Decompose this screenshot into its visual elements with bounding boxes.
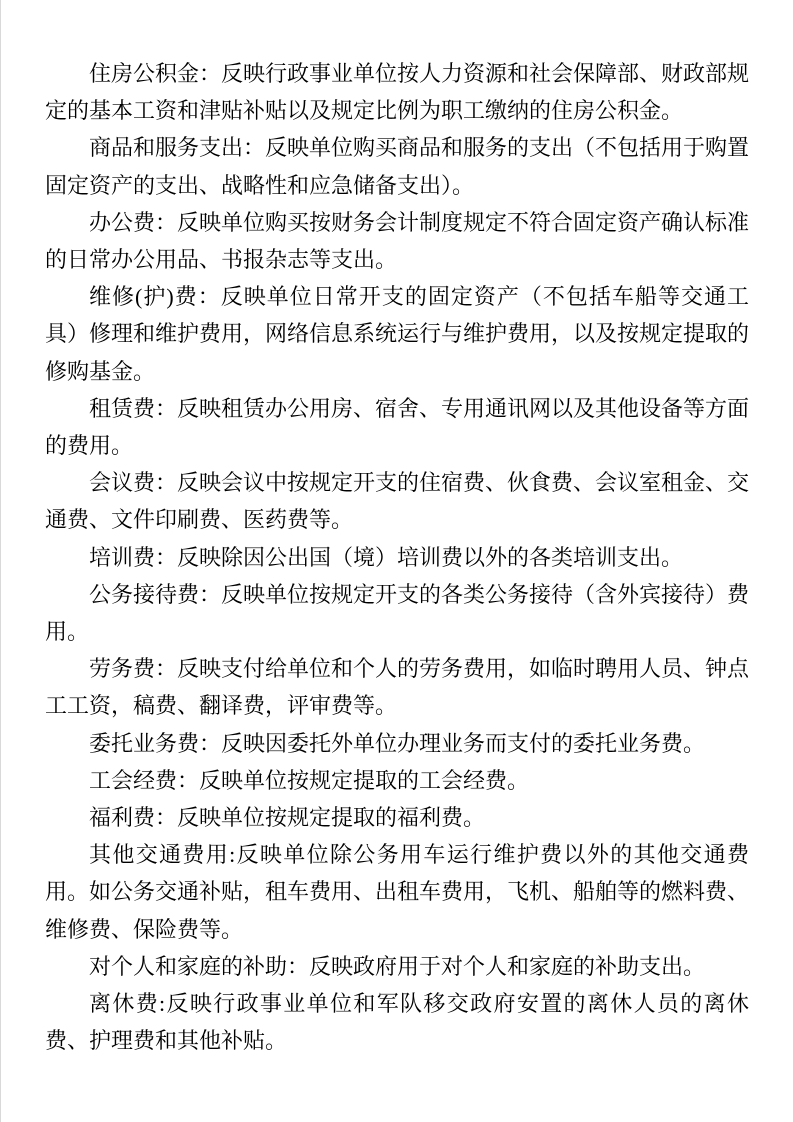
paragraph-conference-fee: 会议费：反映会议中按规定开支的住宿费、伙食费、会议室租金、交通费、文件印刷费、医药费等。: [45, 470, 750, 533]
paragraph-official-reception-fee: 公务接待费：反映单位按规定开支的各类公务接待（含外宾接待）费用。: [45, 581, 750, 645]
paragraph-office-expense: 办公费：反映单位购买按财务会计制度规定不符合固定资产确认标准的日常办公用品、书报杂志等支出。: [45, 209, 750, 273]
page-left-edge: [0, 0, 1, 1122]
paragraph-maintenance-fee: 维修(护)费：反映单位日常开支的固定资产（不包括车船等交通工具）修理和维护费用，网络信息系统运行与维护费用，以及按规定提取的修购基金。: [45, 284, 750, 384]
document-text-block: [45, 55, 749, 1059]
paragraph-retirement-fee: 离休费:反映行政事业单位和军队移交政府安置的离休人员的离休费、护理费和其他补贴。: [45, 991, 749, 1054]
paragraph-welfare-fee: 福利费：反映单位按规定提取的福利费。: [89, 805, 486, 831]
paragraph-individual-family-subsidy: 对个人和家庭的补助：反映政府用于对个人和家庭的补助支出。: [89, 953, 706, 979]
paragraph-goods-and-services-expense: 商品和服务支出：反映单位购买商品和服务的支出（不包括用于购置固定资产的支出、战略性和应急储备支出）。: [45, 135, 750, 198]
paragraph-entrusted-business-fee: 委托业务费：反映因委托外单位办理业务而支付的委托业务费。: [89, 730, 706, 756]
paragraph-training-fee: 培训费：反映除因公出国（境）培训费以外的各类培训支出。: [89, 544, 684, 570]
paragraph-union-funds: 工会经费：反映单位按规定提取的工会经费。: [89, 767, 530, 793]
paragraph-housing-provident-fund: 住房公积金：反映行政事业单位按人力资源和社会保障部、财政部规定的基本工资和津贴补贴以及规定比例为职工缴纳的住房公积金。: [45, 61, 750, 124]
paragraph-rental-fee: 租赁费：反映租赁办公用房、宿舍、专用通讯网以及其他设备等方面的费用。: [45, 395, 750, 459]
paragraph-labor-service-fee: 劳务费：反映支付给单位和个人的劳务费用，如临时聘用人员、钟点工工资，稿费、翻译费，评审费等。: [45, 656, 750, 719]
paragraph-other-transport-expense: 其他交通费用:反映单位除公务用车运行维护费以外的其他交通费用。如公务交通补贴，租车费用、出租车费用，飞机、船舶等的燃料费、维修费、保险费等。: [45, 842, 750, 942]
